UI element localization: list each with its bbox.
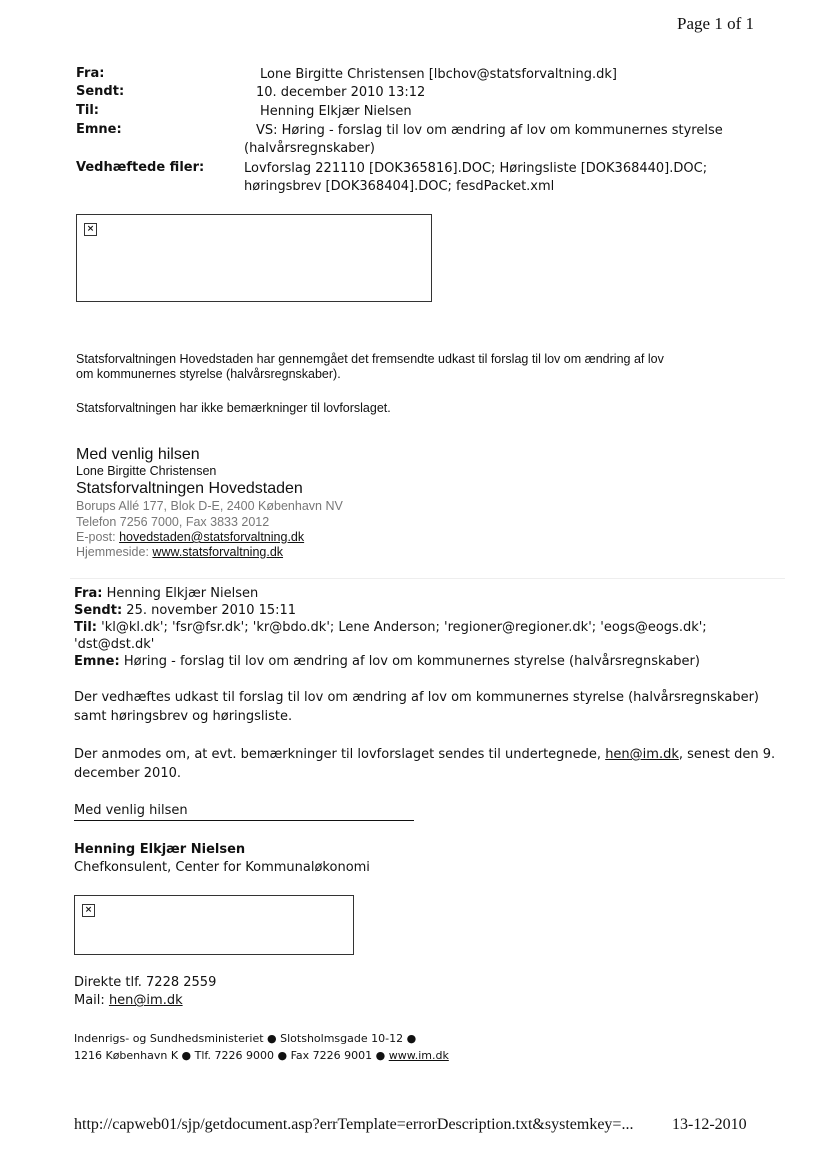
orig-to-line-2: 'dst@dst.dk'	[74, 637, 155, 652]
reply-paragraph-1-line-2: om kommunernes styrelse (halvårsregnskaber).	[76, 367, 341, 381]
subject-line-1: VS: Høring - forslag til lov om ændring af lov om kommunernes styrelse	[256, 123, 723, 138]
ministry-address	[74, 1030, 449, 1064]
orig-sent-label: Sendt:	[74, 603, 123, 618]
orig-subject-label: Emne:	[74, 654, 120, 669]
reply-paragraph-2: Statsforvaltningen har ikke bemærkninger til lovforslaget.	[76, 401, 391, 415]
orig-mail-line	[74, 991, 183, 1010]
attachments-line-1: Lovforslag 221110 [DOK365816].DOC; Høringsliste [DOK368440].DOC;	[244, 161, 708, 176]
orig-paragraph-2-line-2: december 2010.	[74, 766, 182, 781]
orig-to-line	[74, 618, 707, 637]
broken-image-icon: ×	[84, 223, 97, 236]
footer-url: http://capweb01/sjp/getdocument.asp?errTemplate=errorDescription.txt&systemkey=...	[74, 1116, 634, 1133]
ministry-web-link[interactable]: www.im.dk	[388, 1049, 449, 1062]
orig-paragraph-2-line-1	[74, 745, 775, 764]
orig-from-value: Henning Elkjær Nielsen	[106, 586, 259, 601]
reply-paragraph-1-line-1: Statsforvaltningen Hovedstaden har gennemgået det fremsendte udkast til forslag til lov om ændring af lov	[76, 352, 664, 366]
orig-subject-line	[74, 652, 700, 671]
footer-date: 13-12-2010	[672, 1116, 747, 1133]
to-label: Til:	[76, 103, 99, 118]
orig-paragraph-2-tail: , senest den 9.	[678, 747, 776, 762]
broken-image-icon: ×	[82, 904, 95, 917]
reply-address: Borups Allé 177, Blok D-E, 2400 København NV	[76, 499, 343, 513]
subject-label: Emne:	[76, 122, 122, 137]
reply-email-link[interactable]: hovedstaden@statsforvaltning.dk	[119, 530, 305, 544]
orig-paragraph-1-line-2: samt høringsbrev og høringsliste.	[74, 709, 293, 724]
orig-signer-name: Henning Elkjær Nielsen	[74, 842, 246, 857]
from-value: Lone Birgitte Christensen [lbchov@statsforvaltning.dk]	[260, 67, 617, 82]
orig-paragraph-2-text: Der anmodes om, at evt. bemærkninger til lovforslaget sendes til undertegnede,	[74, 747, 602, 762]
orig-to-value: 'kl@kl.dk'; 'fsr@fsr.dk'; 'kr@bdo.dk'; Lene Anderson; 'regioner@regioner.dk'; 'eogs@eogs.dk';	[101, 620, 707, 635]
reply-web-label: Hjemmeside:	[76, 545, 149, 559]
orig-mail-link[interactable]: hen@im.dk	[108, 993, 183, 1008]
separator	[70, 578, 785, 579]
image-placeholder	[76, 214, 432, 302]
orig-to-label: Til:	[74, 620, 97, 635]
orig-subject-value: Høring - forslag til lov om ændring af lov om kommunernes styrelse (halvårsregnskaber)	[123, 654, 700, 669]
reply-paragraph-1	[76, 352, 776, 382]
sent-value: 10. december 2010 13:12	[256, 85, 426, 100]
page-number: Page 1 of 1	[677, 14, 754, 33]
ministry-line-2	[74, 1047, 449, 1064]
ministry-line-2-text: 1216 København K ● Tlf. 7226 9000 ● Fax 7226 9001 ●	[74, 1049, 386, 1062]
attachments-label: Vedhæftede filer:	[76, 160, 205, 175]
logo-placeholder	[74, 895, 354, 955]
to-value: Henning Elkjær Nielsen	[260, 104, 412, 119]
orig-paragraph-1	[74, 688, 759, 726]
reply-email-label: E-post:	[76, 530, 116, 544]
orig-greeting: Med venlig hilsen	[74, 803, 188, 818]
orig-mail-label: Mail:	[74, 993, 105, 1008]
orig-sent-value: 25. november 2010 15:11	[126, 603, 297, 618]
subject-line-2: (halvårsregnskaber)	[244, 141, 375, 156]
orig-paragraph-1-line-1: Der vedhæftes udkast til forslag til lov om ændring af lov om kommunernes styrelse (halvårsregnskaber)	[74, 690, 759, 705]
signature-rule	[74, 820, 414, 821]
orig-paragraph-2-email-link[interactable]: hen@im.dk	[605, 747, 679, 762]
reply-web-line	[76, 545, 283, 559]
ministry-line-1: Indenrigs- og Sundhedsministeriet ● Slotsholmsgade 10-12 ●	[74, 1032, 417, 1045]
sent-label: Sendt:	[76, 84, 125, 99]
reply-email-line	[76, 530, 304, 544]
reply-phone: Telefon 7256 7000, Fax 3833 2012	[76, 515, 270, 529]
from-label: Fra:	[76, 66, 105, 81]
orig-paragraph-2	[74, 745, 775, 783]
reply-organization: Statsforvaltningen Hovedstaden	[76, 480, 303, 497]
attachments-line-2: høringsbrev [DOK368404].DOC; fesdPacket.xml	[244, 179, 555, 194]
reply-signer-name: Lone Birgitte Christensen	[76, 464, 217, 478]
reply-web-link[interactable]: www.statsforvaltning.dk	[152, 545, 284, 559]
orig-from-label: Fra:	[74, 586, 103, 601]
orig-direct-phone: Direkte tlf. 7228 2559	[74, 975, 217, 990]
orig-signer-title: Chefkonsulent, Center for Kommunaløkonomi	[74, 860, 370, 875]
reply-greeting: Med venlig hilsen	[76, 446, 200, 463]
